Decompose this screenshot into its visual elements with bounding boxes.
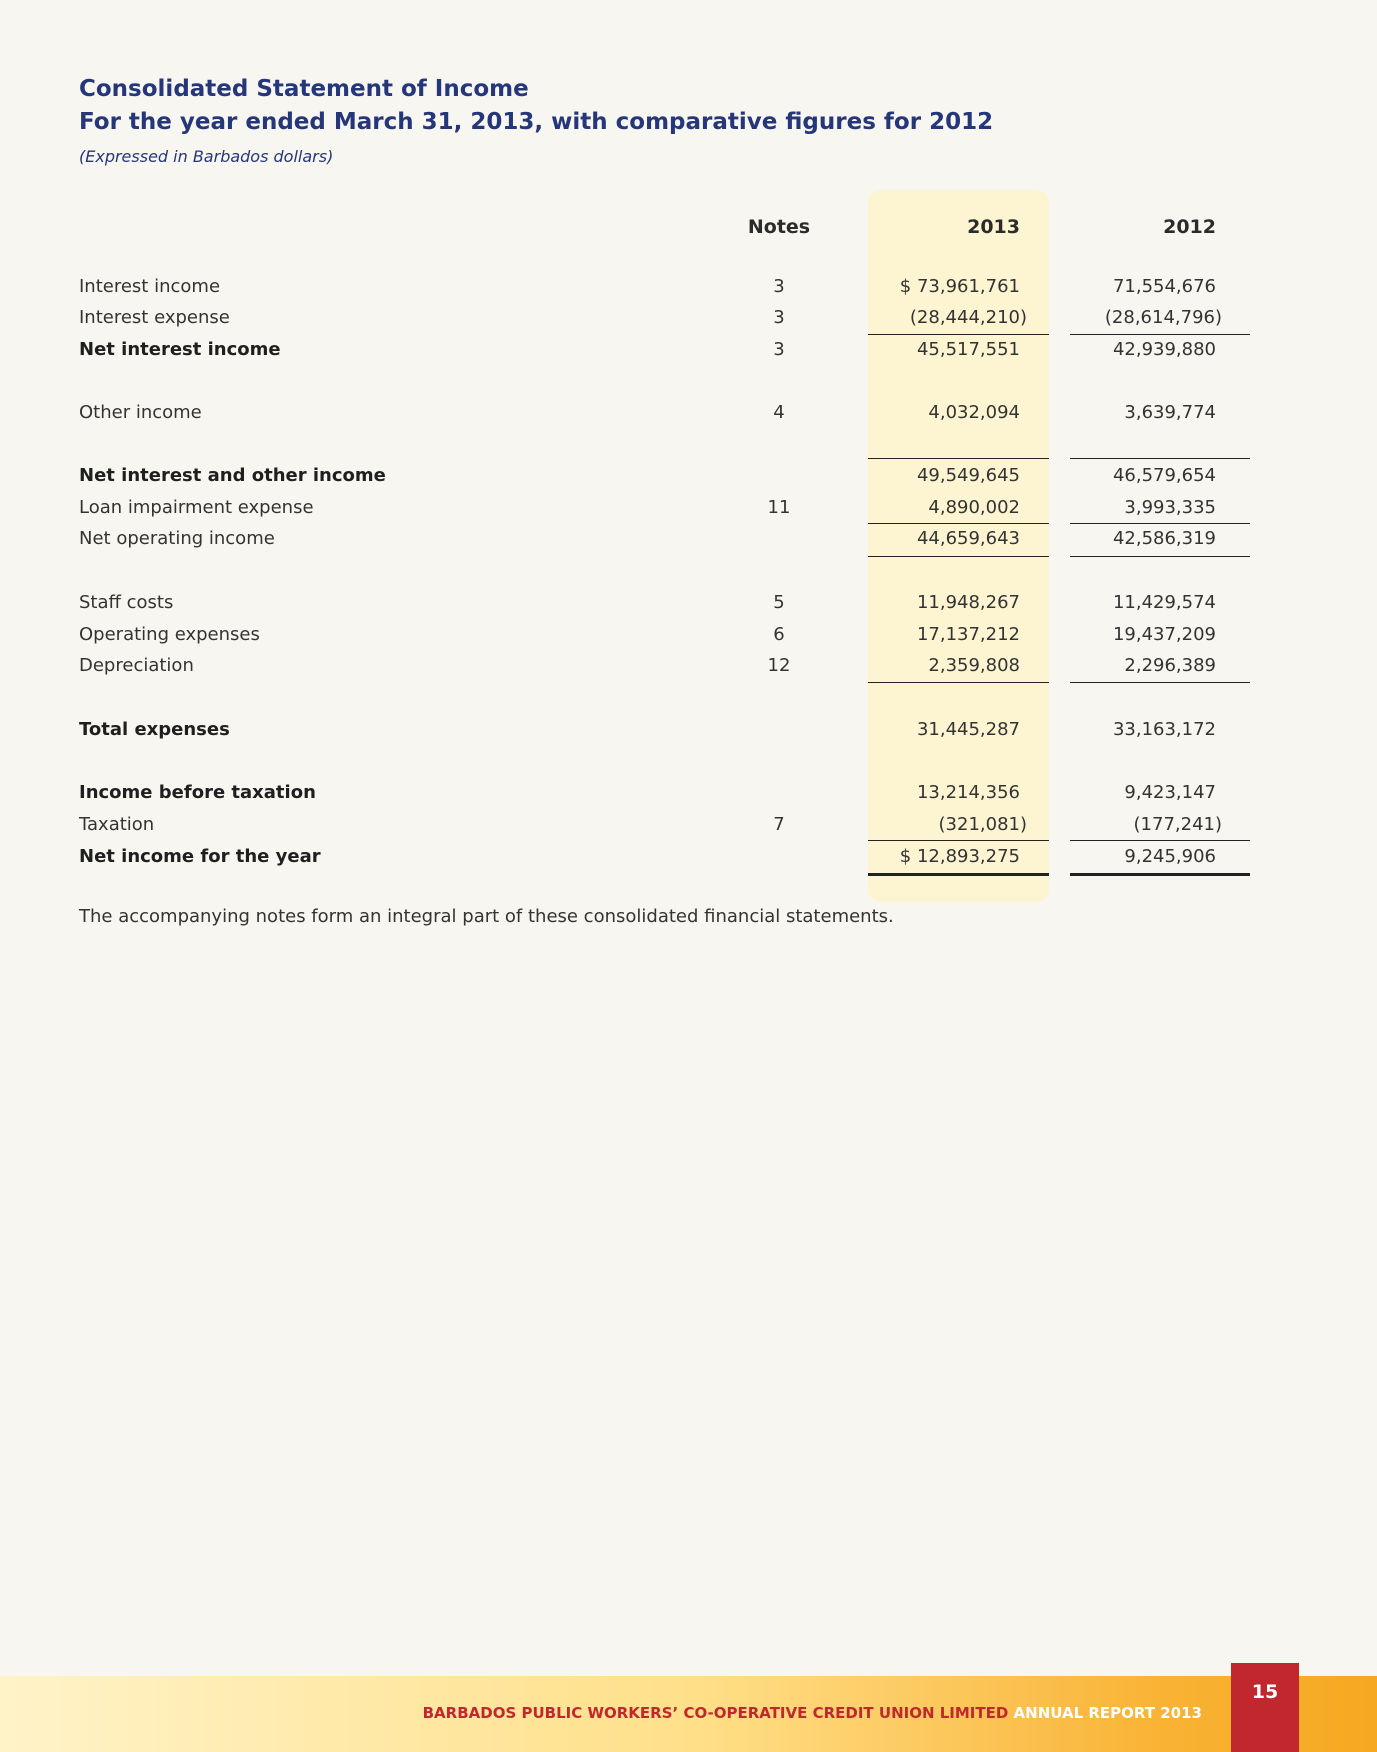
- row-value-2012: 2,296,389: [1124, 655, 1216, 676]
- row-loan-impairment-expense: [0, 493, 1377, 523]
- row-label: Net interest and other income: [79, 465, 386, 486]
- row-income-before-taxation: [0, 778, 1377, 808]
- row-net-income-for-the-year: [0, 842, 1377, 872]
- row-value-2012: (28,614,796): [1104, 307, 1222, 328]
- row-value-2012: 9,245,906: [1124, 846, 1216, 867]
- statement-period: For the year ended March 31, 2013, with comparative figures for 2012: [79, 109, 994, 135]
- row-value-2012: 33,163,172: [1112, 719, 1216, 740]
- row-label: Operating expenses: [79, 624, 260, 645]
- row-value-2012: 9,423,147: [1124, 782, 1216, 803]
- row-interest-expense: [0, 303, 1377, 333]
- row-value-2012: 46,579,654: [1112, 465, 1216, 486]
- row-total-expenses: [0, 715, 1377, 745]
- row-interest-income: [0, 272, 1377, 302]
- row-note: 3: [773, 276, 785, 297]
- row-value-2013: 4,890,002: [928, 497, 1020, 518]
- row-net-operating-income: [0, 524, 1377, 554]
- row-depreciation: [0, 651, 1377, 681]
- statement-title: Consolidated Statement of Income: [79, 76, 529, 102]
- row-label: Staff costs: [79, 592, 174, 613]
- subtotal-rule: [868, 840, 1049, 841]
- row-value-2013: 45,517,551: [916, 339, 1020, 360]
- subtotal-rule: [1070, 458, 1250, 459]
- row-value-2013: 44,659,643: [916, 528, 1020, 549]
- row-value-2012: (177,241): [1133, 814, 1222, 835]
- row-value-2013: $ 73,961,761: [899, 276, 1020, 297]
- row-note: 7: [773, 814, 785, 835]
- row-label: Other income: [79, 402, 202, 423]
- row-value-2013: 4,032,094: [928, 402, 1020, 423]
- row-value-2013: 49,549,645: [916, 465, 1020, 486]
- total-rule: [1070, 873, 1250, 876]
- row-taxation: [0, 810, 1377, 840]
- row-net-interest-income: [0, 335, 1377, 365]
- row-net-interest-and-other-income: [0, 461, 1377, 491]
- row-value-2012: 3,639,774: [1124, 402, 1216, 423]
- row-note: 11: [767, 497, 791, 518]
- row-value-2013: 2,359,808: [928, 655, 1020, 676]
- row-value-2013: (28,444,210): [909, 307, 1027, 328]
- subtotal-rule: [868, 682, 1049, 683]
- row-operating-expenses: [0, 620, 1377, 650]
- row-value-2013: 17,137,212: [916, 624, 1020, 645]
- row-label: Interest expense: [79, 307, 230, 328]
- footer-text: [423, 1704, 1202, 1722]
- row-label: Depreciation: [79, 655, 194, 676]
- row-note: 3: [773, 307, 785, 328]
- row-note: 3: [773, 339, 785, 360]
- row-label: Net interest income: [79, 339, 281, 360]
- row-label: Loan impairment expense: [79, 497, 314, 518]
- footnote: The accompanying notes form an integral part of these consolidated financial statements.: [79, 906, 894, 927]
- row-label: Interest income: [79, 276, 221, 297]
- row-label: Net income for the year: [79, 846, 321, 867]
- row-value-2012: 19,437,209: [1112, 624, 1216, 645]
- row-value-2012: 11,429,574: [1112, 592, 1216, 613]
- row-other-income: [0, 398, 1377, 428]
- page-number: 15: [1231, 1663, 1299, 1752]
- row-value-2013: 31,445,287: [916, 719, 1020, 740]
- row-label: Net operating income: [79, 528, 275, 549]
- row-note: 5: [773, 592, 785, 613]
- row-label: Taxation: [79, 814, 155, 835]
- subtotal-rule: [1070, 556, 1250, 557]
- row-note: 12: [767, 655, 791, 676]
- row-staff-costs: [0, 588, 1377, 618]
- row-note: 4: [773, 402, 785, 423]
- column-header-2012: 2012: [1163, 216, 1216, 238]
- row-value-2013: 11,948,267: [916, 592, 1020, 613]
- currency-note: (Expressed in Barbados dollars): [79, 147, 334, 166]
- row-value-2013: $ 12,893,275: [899, 846, 1020, 867]
- row-note: 6: [773, 624, 785, 645]
- footer-organization: BARBADOS PUBLIC WORKERS’ CO-OPERATIVE CREDIT UNION LIMITED: [422, 1704, 1009, 1722]
- subtotal-rule: [868, 556, 1049, 557]
- row-value-2012: 42,586,319: [1112, 528, 1216, 549]
- row-value-2012: 3,993,335: [1124, 497, 1216, 518]
- row-label: Income before taxation: [79, 782, 316, 803]
- footer-report-name: ANNUAL REPORT 2013: [1013, 1704, 1202, 1722]
- row-value-2012: 42,939,880: [1112, 339, 1216, 360]
- row-value-2013: 13,214,356: [916, 782, 1020, 803]
- subtotal-rule: [1070, 840, 1250, 841]
- row-value-2012: 71,554,676: [1112, 276, 1216, 297]
- column-header-2013: 2013: [967, 216, 1020, 238]
- subtotal-rule: [1070, 682, 1250, 683]
- subtotal-rule: [868, 458, 1049, 459]
- total-rule: [868, 873, 1049, 876]
- row-value-2013: (321,081): [938, 814, 1027, 835]
- row-label: Total expenses: [79, 719, 230, 740]
- column-header-notes: Notes: [747, 216, 811, 238]
- page-footer: [0, 1676, 1377, 1752]
